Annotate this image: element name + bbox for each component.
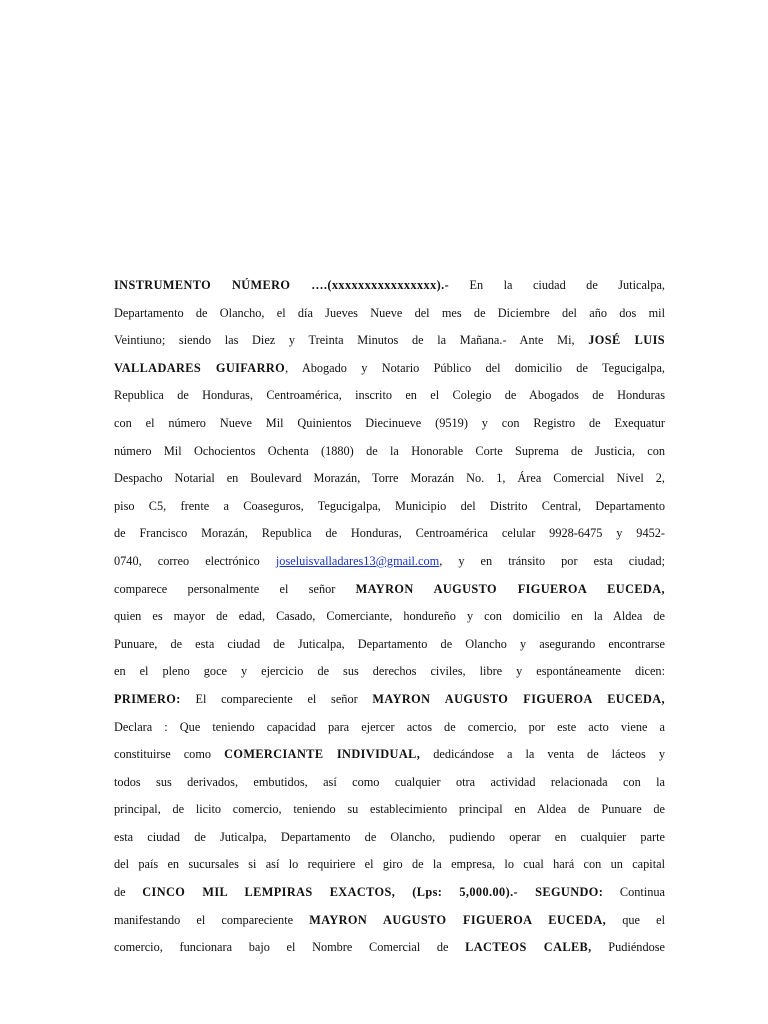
document-line: [114, 796, 665, 824]
bold-text: MAYRON AUGUSTO FIGUEROA EUCEDA,: [309, 912, 607, 927]
body-text: , y en tránsito por esta ciudad;: [439, 553, 665, 568]
document-line: [114, 465, 665, 493]
body-text: Continua: [603, 885, 665, 900]
bold-text: CINCO MIL LEMPIRAS EXACTOS, (Lps: 5,000.00).- SEGUNDO:: [142, 885, 604, 900]
email-link[interactable]: joseluisvalladares13@gmail.com: [275, 553, 440, 568]
body-text: con el número Nueve Mil Quinientos Diecinueve (9519) y con Registro de Exequatur: [114, 415, 665, 430]
document-line: [114, 631, 665, 659]
document-line: [114, 410, 665, 438]
bold-text: JOSÉ LUIS: [588, 333, 665, 348]
body-text: manifestando el compareciente: [114, 912, 310, 927]
document-body: [114, 272, 665, 962]
document-line: [114, 824, 665, 852]
document-line: [114, 355, 665, 383]
document-line: [114, 907, 665, 935]
body-text: del país en sucursales si así lo requiriere el giro de la empresa, lo cual hará con un capital: [114, 857, 665, 872]
bold-text: MAYRON AUGUSTO FIGUEROA EUCEDA,: [355, 581, 665, 596]
body-text: En la ciudad de Juticalpa,: [449, 278, 665, 292]
body-text: principal, de licito comercio, teniendo su establecimiento principal en Aldea de Punuare de: [114, 802, 665, 817]
document-line: [114, 272, 665, 300]
body-text: comercio, funcionara bajo el Nombre Comercial de: [114, 940, 466, 955]
body-text: comparece personalmente el señor: [114, 581, 356, 596]
document-line: [114, 879, 665, 907]
body-text: que el: [606, 912, 665, 927]
body-text: número Mil Ochocientos Ochenta (1880) de la Honorable Corte Suprema de Justicia, con: [114, 443, 665, 458]
body-text: , Abogado y Notario Público del domicilio de Tegucigalpa,: [285, 360, 665, 375]
document-line: [114, 769, 665, 797]
body-text: esta ciudad de Juticalpa, Departamento de Olancho, pudiendo operar en cualquier parte: [114, 829, 665, 844]
bold-text: PRIMERO:: [114, 691, 181, 706]
document-line: [114, 327, 665, 355]
document-line: [114, 438, 665, 466]
body-text: Declara : Que teniendo capacidad para ejercer actos de comercio, por este acto viene a: [114, 719, 665, 734]
document-line: [114, 934, 665, 962]
body-text: dedicándose a la venta de lácteos y: [420, 747, 666, 762]
body-text: de: [114, 885, 143, 900]
bold-text: MAYRON AUGUSTO FIGUEROA EUCEDA,: [372, 691, 665, 706]
bold-text: INSTRUMENTO NÚMERO ….(xxxxxxxxxxxxxxxx).-: [114, 278, 450, 292]
document-line: [114, 851, 665, 879]
document-line: [114, 382, 665, 410]
body-text: piso C5, frente a Coaseguros, Tegucigalpa, Municipio del Distrito Central, Departamento: [114, 498, 665, 513]
document-line: [114, 686, 665, 714]
bold-text: COMERCIANTE INDIVIDUAL,: [224, 747, 421, 762]
document-line: [114, 493, 665, 521]
body-text: todos sus derivados, embutidos, así como cualquier otra actividad relacionada con la: [114, 774, 665, 789]
document-line: [114, 741, 665, 769]
body-text: Republica de Honduras, Centroamérica, inscrito en el Colegio de Abogados de Honduras: [114, 388, 665, 403]
body-text: Veintiuno; siendo las Diez y Treinta Minutos de la Mañana.- Ante Mi,: [114, 333, 589, 348]
body-text: quien es mayor de edad, Casado, Comerciante, hondureño y con domicilio en la Aldea de: [114, 609, 665, 624]
body-text: en el pleno goce y ejercicio de sus derechos civiles, libre y espontáneamente dicen:: [114, 664, 665, 679]
document-line: [114, 548, 665, 576]
document-line: [114, 576, 665, 604]
document-line: [114, 658, 665, 686]
body-text: 0740, correo electrónico: [114, 553, 276, 568]
body-text: Departamento de Olancho, el día Jueves Nueve del mes de Diciembre del año dos mil: [114, 305, 665, 320]
body-text: El compareciente el señor: [180, 691, 373, 706]
document-line: [114, 603, 665, 631]
document-line: [114, 520, 665, 548]
bold-text: VALLADARES GUIFARRO: [114, 360, 286, 375]
document-line: [114, 714, 665, 742]
document-line: [114, 300, 665, 328]
bold-text: LACTEOS CALEB,: [465, 940, 592, 955]
body-text: Pudiéndose: [591, 940, 665, 955]
body-text: Punuare, de esta ciudad de Juticalpa, Departamento de Olancho y asegurando encontrarse: [114, 636, 665, 651]
body-text: Despacho Notarial en Boulevard Morazán, Torre Morazán No. 1, Área Comercial Nivel 2,: [114, 471, 665, 486]
body-text: de Francisco Morazán, Republica de Honduras, Centroamérica celular 9928-6475 y 9452-: [114, 526, 665, 541]
body-text: constituirse como: [114, 747, 225, 762]
